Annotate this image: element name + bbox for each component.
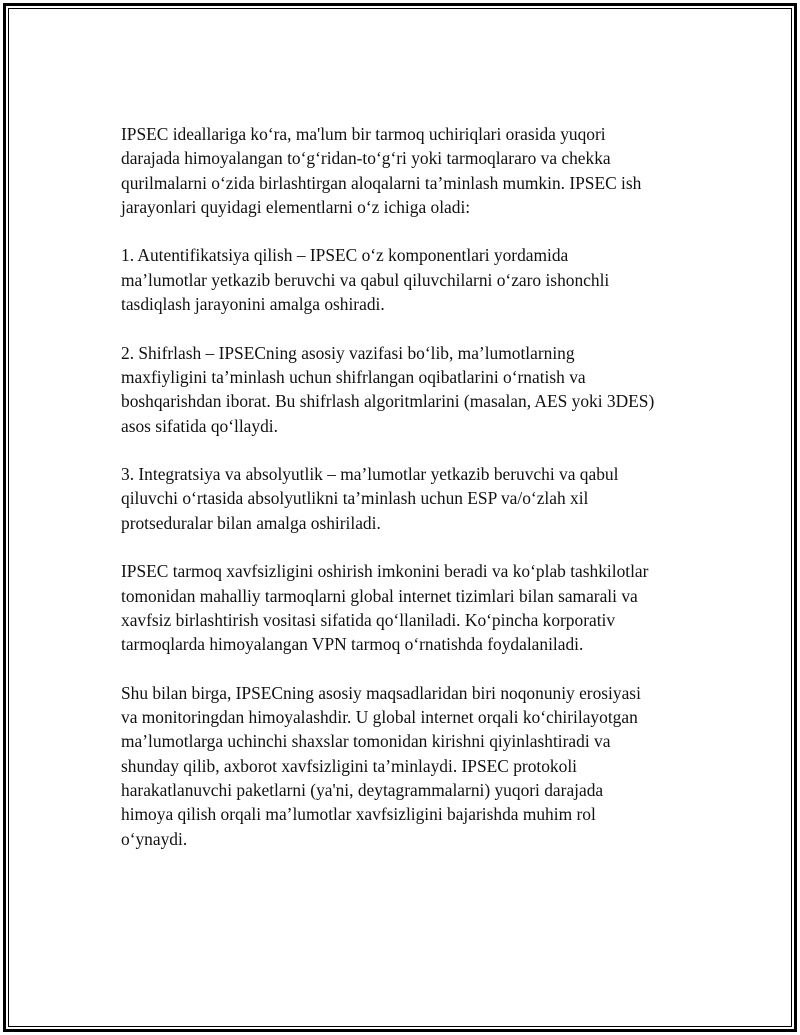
- page-frame: [3, 3, 797, 1032]
- document-body: [121, 122, 701, 875]
- integrity-paragraph: 3. Integratsiya va absolyutlik – ma’lumotlar yetkazib beruvchi va qabul qiluvchi o‘rtasida absolyutlikni ta’minlash uchun ESP va/o‘zlah xil protseduralar bilan amalga oshiriladi.: [121, 464, 619, 533]
- network-security-paragraph: IPSEC tarmoq xavfsizligini oshirish imkonini beradi va ko‘plab tashkilotlar tomonidan mahalliy tarmoqlarni global internet tizimlari bilan samarali va xavfsiz birlashtirish vositasi sifatida qo‘llaniladi. Ko‘pincha korporativ tarmoqlarda himoyalangan VPN tarmoq o‘rnatishda foydalaniladi.: [121, 561, 649, 655]
- intro-paragraph: IPSEC ideallariga ko‘ra, ma'lum bir tarmoq uchiriqlari orasida yuqori darajada himoyalangan to‘g‘ridan-to‘g‘ri yoki tarmoqlararo va chekka qurilmalarni o‘zida birlashtirgan aloqalarni ta’minlash mumkin. IPSEC ish jarayonlari quyidagi elementlarni o‘z ichiga oladi:: [121, 124, 642, 217]
- authentication-paragraph: 1. Autentifikatsiya qilish – IPSEC o‘z komponentlari yordamida ma’lumotlar yetkazib beruvchi va qabul qiluvchilarni o‘zaro ishonchli tasdiqlash jarayonini amalga oshiradi.: [121, 245, 610, 315]
- conclusion-paragraph: Shu bilan birga, IPSECning asosiy maqsadlaridan biri noqonuniy erosiyasi va monitoringdan himoyalashdir. U global internet orqali ko‘chirilayotgan ma’lumotlarga uchinchi shaxslar tomonidan kirishni qiyinlashtiradi va shunday qilib, axborot xavfsizligini ta’minlaydi. IPSEC protokoli harakatlanuvchi paketlarni (ya'ni, deytagrammalarni) yuqori darajada himoya qilish orqali ma’lumotlar xavfsizligini bajarishda muhim rol o‘ynaydi.: [121, 682, 641, 849]
- encryption-paragraph: 2. Shifrlash – IPSECning asosiy vazifasi bo‘lib, ma’lumotlarning maxfiyligini ta’minlash uchun shifrlangan oqibatlarini o‘rnatish va boshqarishdan iborat. Bu shifrlash algoritmlarini (masalan, AES yoki 3DES) asos sifatida qo‘llaydi.: [121, 342, 655, 436]
